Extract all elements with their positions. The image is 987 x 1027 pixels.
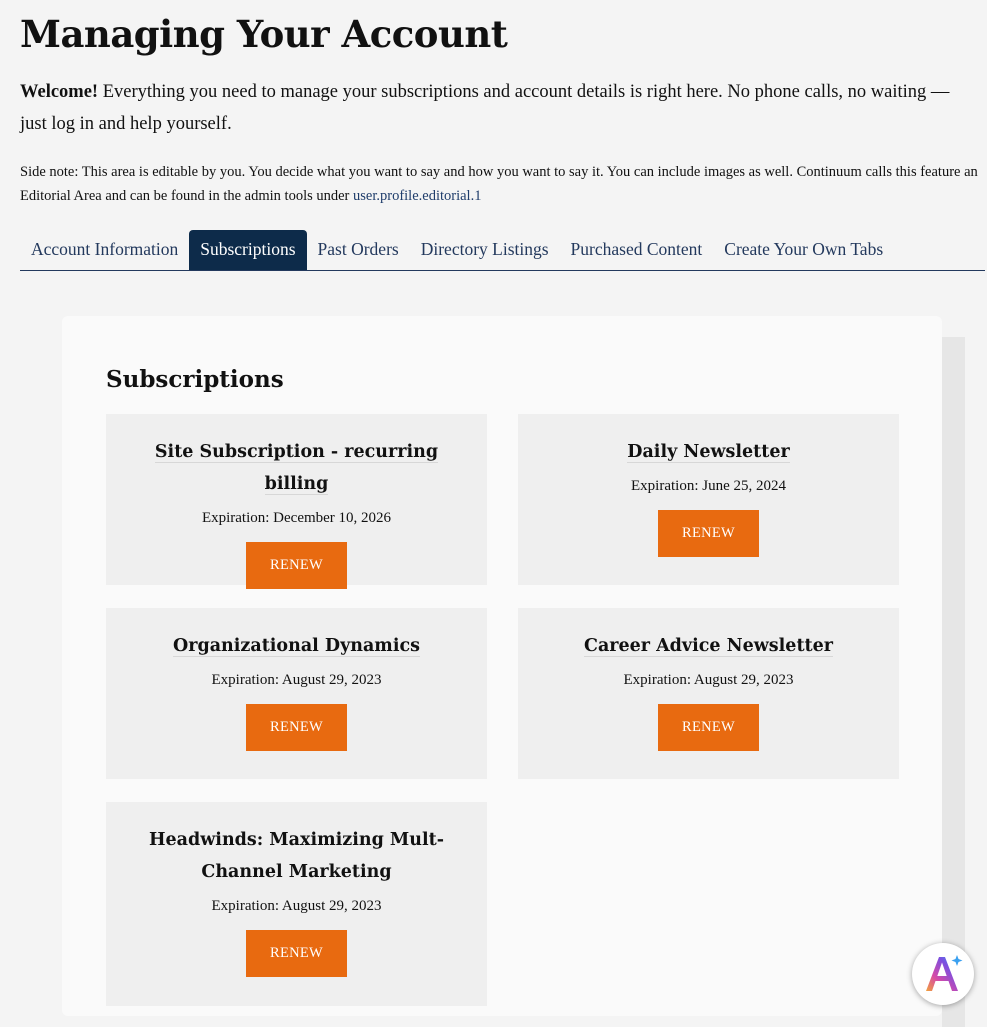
subscription-title: Daily Newsletter (627, 442, 790, 462)
tab-purchased-content[interactable]: Purchased Content (570, 239, 703, 259)
subscription-card (518, 414, 899, 585)
tab-account-information[interactable]: Account Information (31, 239, 179, 259)
subscription-expiration: Expiration: December 10, 2026 (201, 510, 392, 526)
scrollbar-track[interactable] (942, 337, 965, 1027)
side-note-text: Side note: This area is editable by you. You decide what you want to say and how you want to say it. You can include images as well. Continuum calls this feature an Editorial Area and can be found in the admin tools under (20, 164, 978, 204)
subscription-expiration: Expiration: August 29, 2023 (623, 672, 794, 688)
subscription-title: Headwinds: Maximizing Mult-Channel Marketing (148, 830, 444, 882)
welcome-text: Everything you need to manage your subscriptions and account details is right here. No phone calls, no waiting — just log in and help yourself. (20, 82, 950, 134)
side-note (20, 160, 980, 208)
subscription-card (518, 608, 899, 779)
subscription-card (106, 608, 487, 779)
tab-subscriptions[interactable]: Subscriptions (189, 230, 306, 270)
editorial-link[interactable]: user.profile.editorial.1 (353, 188, 482, 204)
subscriptions-heading: Subscriptions (106, 366, 284, 393)
subscription-title: Site Subscription - recurring billing (154, 442, 439, 494)
tab-create-your-own-tabs[interactable]: Create Your Own Tabs (724, 239, 884, 259)
subscription-title: Organizational Dynamics (173, 636, 420, 656)
assistant-button[interactable] (912, 943, 974, 1005)
tab-past-orders[interactable]: Past Orders (317, 239, 399, 259)
subscriptions-panel (62, 316, 942, 1016)
renew-button[interactable]: RENEW (658, 510, 759, 557)
subscription-expiration: Expiration: August 29, 2023 (211, 898, 382, 914)
subscription-expiration: Expiration: August 29, 2023 (211, 672, 382, 688)
renew-button[interactable]: RENEW (246, 704, 347, 751)
renew-button[interactable]: RENEW (658, 704, 759, 751)
tab-directory-listings[interactable]: Directory Listings (420, 239, 549, 259)
assistant-a-sparkle-icon (912, 943, 974, 1005)
subscription-expiration: Expiration: June 25, 2024 (631, 478, 786, 494)
welcome-bold: Welcome! (20, 82, 99, 102)
renew-button[interactable]: RENEW (246, 542, 347, 589)
subscription-card (106, 802, 487, 1006)
subscription-title: Career Advice Newsletter (584, 636, 833, 656)
page-title: Managing Your Account (20, 12, 508, 56)
subscription-card (106, 414, 487, 585)
welcome-message (20, 76, 980, 140)
account-tabs (20, 230, 985, 271)
renew-button[interactable]: RENEW (246, 930, 347, 977)
